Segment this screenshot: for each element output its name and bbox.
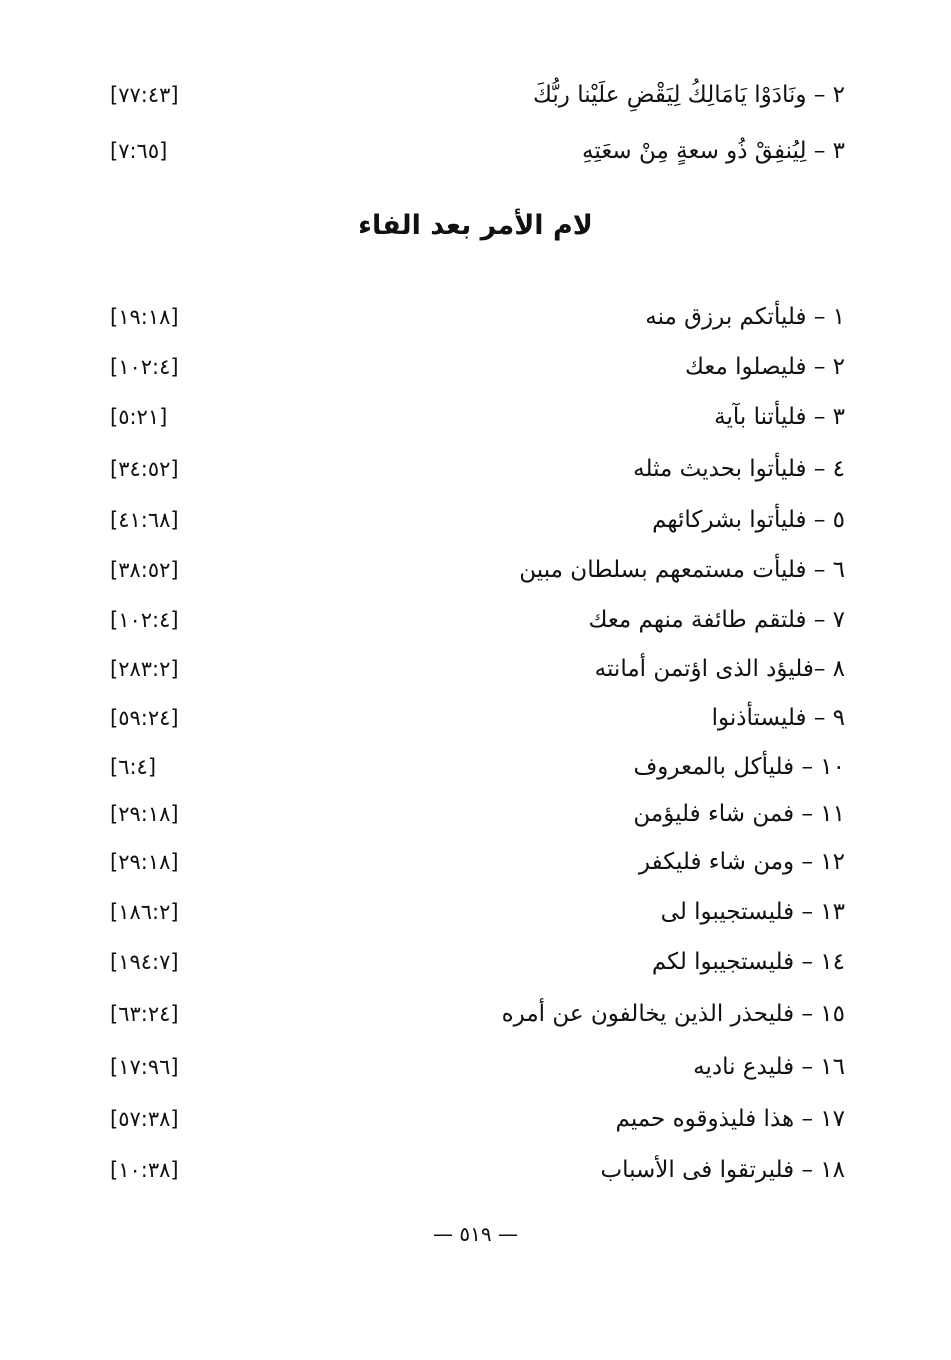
entry-line [110, 550, 845, 590]
entry-reference: [٥٧:٣٨] [110, 1107, 179, 1131]
entry-line [110, 600, 845, 640]
entry-text: ٦ – فليأت مستمعهم بسلطان مبين [519, 557, 845, 583]
entry-reference: [٢٩:١٨] [110, 802, 179, 826]
entry-line [110, 994, 845, 1034]
entry-line [110, 747, 845, 787]
verse-text: ٣ – لِيُنفِقْ ذُو سعةٍ مِنْ سعَتِهِ [582, 138, 845, 164]
entry-reference: [٢٩:١٨] [110, 850, 179, 874]
entry-line [110, 397, 845, 437]
entry-text: ١٣ – فليستجيبوا لى [660, 899, 845, 925]
entry-text: ١٥ – فليحذر الذين يخالفون عن أمره [501, 1001, 845, 1027]
section-heading: لام الأمر بعد الفاء [358, 210, 593, 241]
verse-reference: [٧٧:٤٣] [110, 83, 179, 107]
entry-reference: [١٩٤:٧] [110, 950, 179, 974]
entry-line [110, 449, 845, 489]
entry-line [110, 892, 845, 932]
entry-line [110, 1099, 845, 1139]
entry-text: ١٢ – ومن شاء فليكفر [638, 849, 845, 875]
entry-text: ١٨ – فليرتقوا فى الأسباب [600, 1157, 845, 1183]
entry-line [110, 500, 845, 540]
entry-reference: [٣٤:٥٢] [110, 457, 179, 481]
entry-line [110, 649, 845, 689]
entry-text: ٨ –فليؤد الذى اؤتمن أمانته [594, 656, 845, 682]
entry-reference: [٣٨:٥٢] [110, 558, 179, 582]
entry-line [110, 1150, 845, 1190]
entry-reference: [٢٨٣:٢] [110, 657, 179, 681]
entry-text: ١١ – فمن شاء فليؤمن [633, 801, 845, 827]
entry-reference: [١٧:٩٦] [110, 1055, 179, 1079]
entry-text: ٥ – فليأتوا بشركائهم [652, 507, 845, 533]
entry-text: ٢ – فليصلوا معك [685, 354, 845, 380]
entry-text: ٧ – فلتقم طائفة منهم معك [588, 607, 845, 633]
entry-line [110, 347, 845, 387]
entry-line [110, 942, 845, 982]
entry-line [110, 297, 845, 337]
entry-reference: [١٩:١٨] [110, 305, 179, 329]
entry-reference: [١٠٢:٤] [110, 608, 179, 632]
entry-text: ١٦ – فليدع ناديه [693, 1054, 845, 1080]
entry-reference: [١٠٢:٤] [110, 355, 179, 379]
entry-text: ١ – فليأتكم برزق منه [645, 304, 845, 330]
entry-text: ٣ – فليأتنا بآية [714, 404, 845, 430]
entry-reference: [١٨٦:٢] [110, 900, 179, 924]
verse-text: ٢ – ونَادَوْا يَامَالِكُ لِيَقْضِ علَيْنا ربُّكَ [533, 82, 845, 108]
entry-reference: [٥:٢١] [110, 405, 168, 429]
entry-reference: [٦٣:٢٤] [110, 1002, 179, 1026]
entry-reference: [١٠:٣٨] [110, 1158, 179, 1182]
entry-text: ١٤ – فليستجيبوا لكم [651, 949, 845, 975]
entry-reference: [٥٩:٢٤] [110, 706, 179, 730]
entry-line [110, 842, 845, 882]
verse-line [110, 131, 845, 171]
verse-line [110, 75, 845, 115]
entry-line [110, 1047, 845, 1087]
entry-text: ٤ – فليأتوا بحديث مثله [633, 456, 845, 482]
entry-text: ١٧ – هذا فليذوقوه حميم [615, 1106, 845, 1132]
entry-reference: [٤١:٦٨] [110, 508, 179, 532]
page-number: — ٥١٩ — [433, 1222, 518, 1246]
entry-line [110, 698, 845, 738]
entry-text: ١٠ – فليأكل بالمعروف [633, 754, 845, 780]
entry-line [110, 794, 845, 834]
entry-text: ٩ – فليستأذنوا [711, 705, 845, 731]
verse-reference: [٧:٦٥] [110, 139, 168, 163]
entry-reference: [٦:٤] [110, 755, 157, 779]
